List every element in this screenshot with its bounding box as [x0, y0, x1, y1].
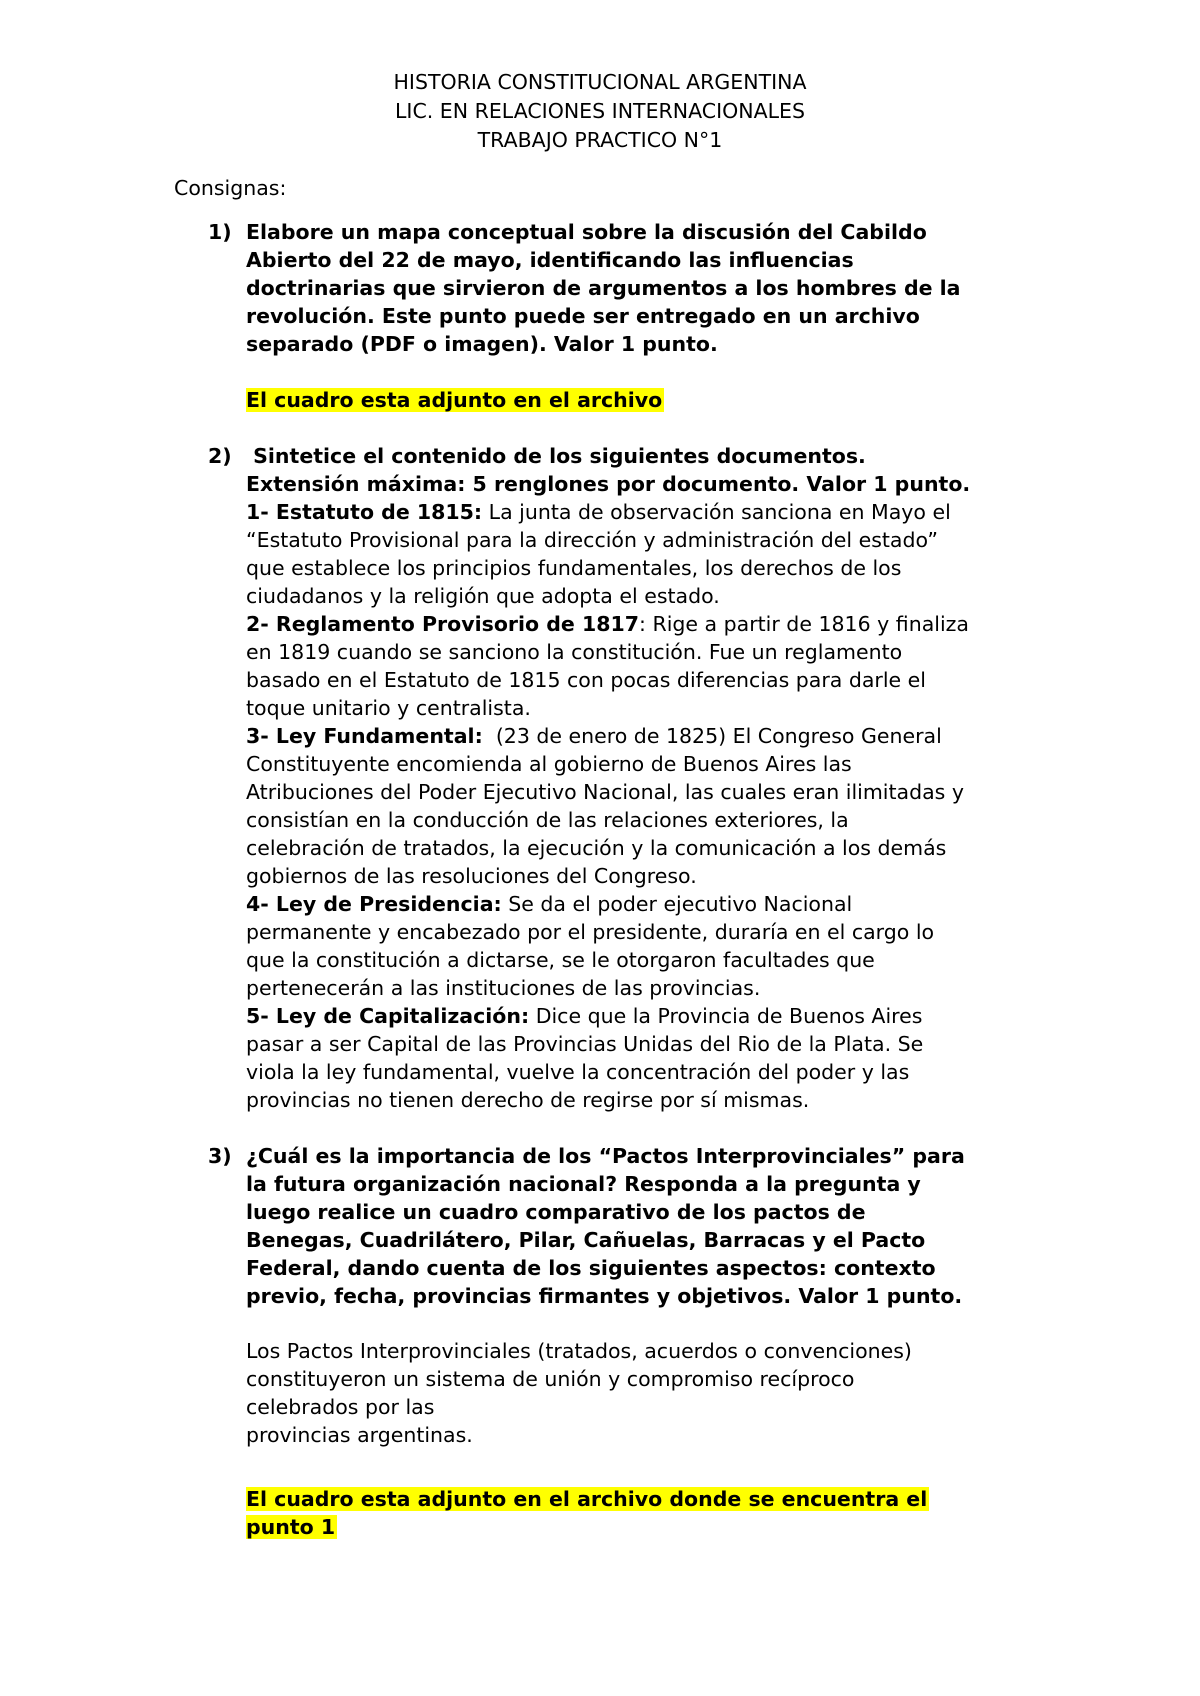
question-3-line: previo, fecha, provincias firmantes y objetivos. Valor 1 punto. [246, 1284, 963, 1308]
document-5-text: Dice que la Provincia de Buenos Aires [529, 1004, 923, 1028]
document-3-title: 3- Ley Fundamental: [246, 724, 483, 748]
document-2-line: en 1819 cuando se sanciono la constitución. Fue un reglamento [246, 640, 903, 664]
question-2-block [246, 442, 1046, 1114]
document-3-line: Constituyente encomienda al gobierno de Buenos Aires las [246, 752, 852, 776]
document-4-line: pertenecerán a las instituciones de las provincias. [246, 976, 761, 1000]
header-assignment-title: TRABAJO PRACTICO N°1 [477, 128, 723, 152]
document-3-line: celebración de tratados, la ejecución y la comunicación a los demás [246, 836, 947, 860]
document-3-summary [246, 722, 1046, 750]
header-course-title: HISTORIA CONSTITUCIONAL ARGENTINA [393, 70, 807, 94]
highlighted-answer: El cuadro esta adjunto en el archivo [246, 388, 663, 412]
document-4-title: 4- Ley de Presidencia: [246, 892, 502, 916]
header-program: LIC. EN RELACIONES INTERNACIONALES [394, 99, 806, 123]
question-3-line: Federal, dando cuenta de los siguientes aspectos: contexto [246, 1256, 936, 1280]
document-3-line: gobiernos de las resoluciones del Congreso. [246, 864, 697, 888]
question-1-line: Abierto del 22 de mayo, identificando las influencias [246, 248, 854, 272]
document-4-text: Se da el poder ejecutivo Nacional [501, 892, 853, 916]
answer-3-line: Los Pactos Interprovinciales (tratados, acuerdos o convenciones) [246, 1339, 912, 1363]
document-header [0, 68, 1200, 155]
question-3-highlight [246, 1485, 1046, 1541]
question-3-answer [246, 1337, 1046, 1449]
question-1-text [246, 218, 1046, 358]
document-5-line: pasar a ser Capital de las Provincias Unidas del Rio de la Plata. Se [246, 1032, 924, 1056]
question-1-line: doctrinarias que sirvieron de argumentos a los hombres de la [246, 276, 961, 300]
document-2-title: 2- Reglamento Provisorio de 1817 [246, 612, 640, 636]
question-3-line: Benegas, Cuadrilátero, Pilar, Cañuelas, Barracas y el Pacto [246, 1228, 926, 1252]
question-3-line: luego realice un cuadro comparativo de los pactos de [246, 1200, 866, 1224]
document-4-summary [246, 890, 1046, 918]
question-2-line: Extensión máxima: 5 renglones por documento. Valor 1 punto. [246, 472, 971, 496]
question-2-number: 2) [208, 444, 232, 468]
consignas-label: Consignas: [174, 176, 287, 200]
question-3-line: ¿Cuál es la importancia de los “Pactos Interprovinciales” para [246, 1144, 965, 1168]
document-5-summary [246, 1002, 1046, 1030]
document-1-summary [246, 498, 1046, 526]
document-5-line: viola la ley fundamental, vuelve la concentración del poder y las [246, 1060, 910, 1084]
question-2-line: Sintetice el contenido de los siguientes documentos. [246, 444, 866, 468]
answer-3-line: provincias argentinas. [246, 1423, 473, 1447]
highlighted-answer-line: El cuadro esta adjunto en el archivo donde se encuentra el [246, 1487, 928, 1511]
document-2-line: toque unitario y centralista. [246, 696, 531, 720]
question-1-line: Elabore un mapa conceptual sobre la discusión del Cabildo [246, 220, 927, 244]
question-1-line: separado (PDF o imagen). Valor 1 punto. [246, 332, 718, 356]
document-1-line: ciudadanos y la religión que adopta el estado. [246, 584, 720, 608]
document-3-line: Atribuciones del Poder Ejecutivo Nacional, las cuales eran ilimitadas y [246, 780, 965, 804]
document-1-line: “Estatuto Provisional para la dirección y administración del estado” [246, 528, 938, 552]
document-5-title: 5- Ley de Capitalización: [246, 1004, 530, 1028]
document-1-title: 1- Estatuto de 1815: [246, 500, 483, 524]
answer-3-line: celebrados por las [246, 1395, 435, 1419]
answer-3-line: constituyeron un sistema de unión y compromiso recíproco [246, 1367, 855, 1391]
document-1-text: La junta de observación sanciona en Mayo el [482, 500, 951, 524]
question-1-number: 1) [208, 220, 232, 244]
document-4-line: permanente y encabezado por el presidente, duraría en el cargo lo [246, 920, 935, 944]
question-1-answer [246, 386, 1046, 414]
question-3-number: 3) [208, 1144, 232, 1168]
document-2-text: : Rige a partir de 1816 y finaliza [639, 612, 969, 636]
document-3-line: consistían en la conducción de las relaciones exteriores, la [246, 808, 849, 832]
document-5-line: provincias no tienen derecho de regirse por sí mismas. [246, 1088, 810, 1112]
question-3-text [246, 1142, 1046, 1310]
highlighted-answer-line: punto 1 [246, 1515, 336, 1539]
question-3-line: la futura organización nacional? Responda a la pregunta y [246, 1172, 921, 1196]
document-2-summary [246, 610, 1046, 638]
document-3-text: (23 de enero de 1825) El Congreso General [482, 724, 942, 748]
document-1-line: que establece los principios fundamentales, los derechos de los [246, 556, 902, 580]
document-2-line: basado en el Estatuto de 1815 con pocas diferencias para darle el [246, 668, 926, 692]
question-1-line: revolución. Este punto puede ser entregado en un archivo [246, 304, 920, 328]
document-4-line: que la constitución a dictarse, se le otorgaron facultades que [246, 948, 875, 972]
